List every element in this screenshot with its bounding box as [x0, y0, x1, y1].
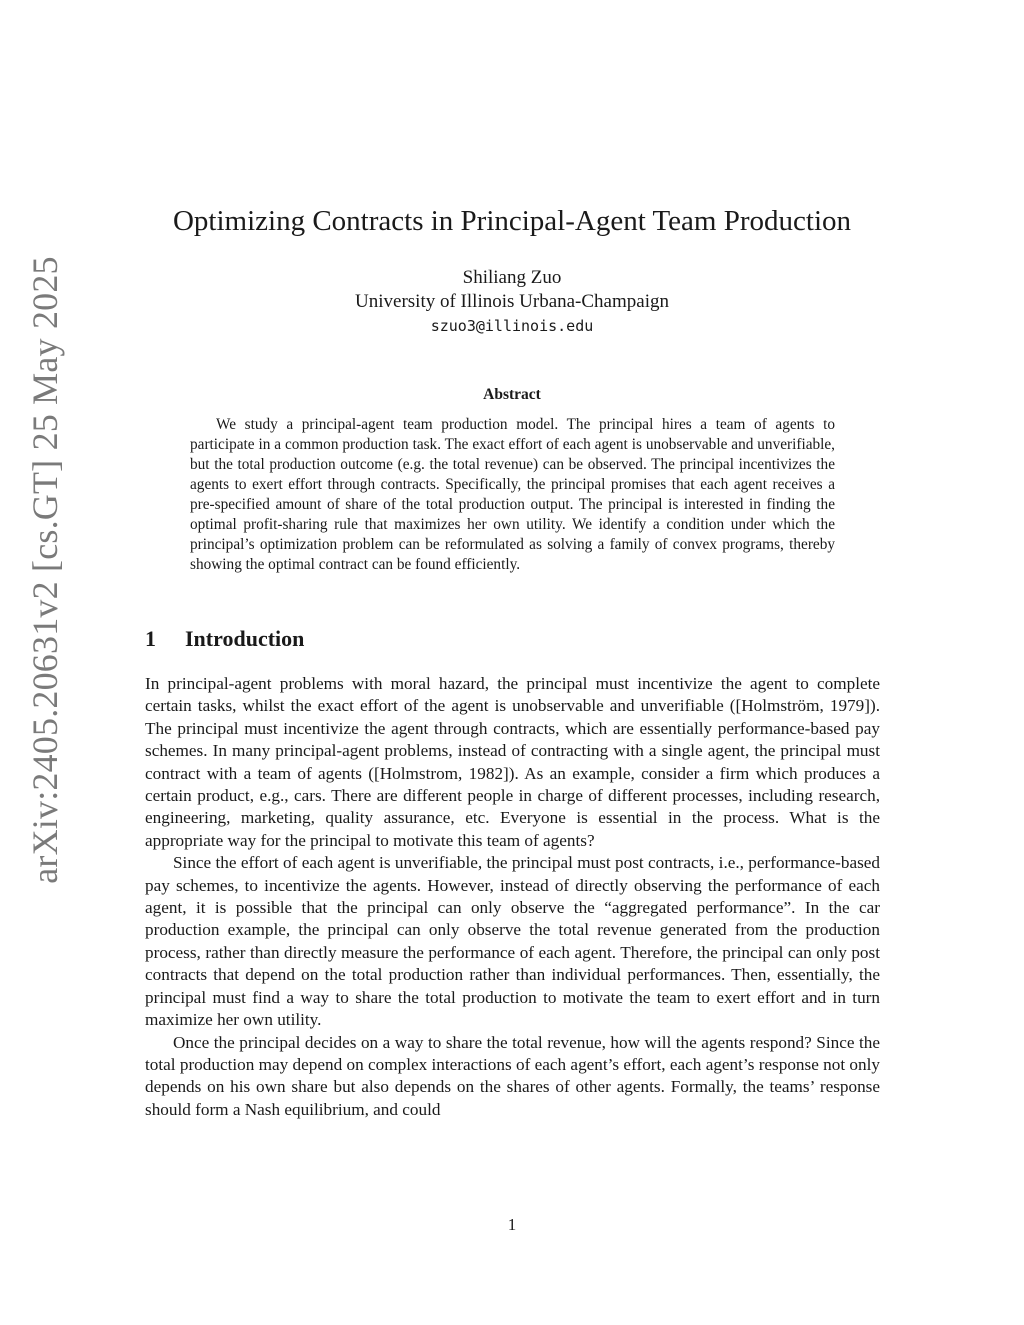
paragraph: Since the effort of each agent is unverifiable, the principal must post contracts, i.e., performance-based pay schemes, to incentivize the agents. However, instead of directly observing the performance of each agent, it is possible that the principal can only observe the “aggregated performance”. In the car production example, the principal can only observe the total revenue generated from the production process, rather than directly measure the performance of each agent. Therefore, the principal can only post contracts that depend on the total production rather than individual performances. Then, essentially, the principal must find a way to share the total production to motivate the team to exert effort and in turn maximize her own utility.	[145, 853, 880, 1030]
author-block	[0, 266, 1024, 338]
author-name: Shiliang Zuo	[462, 267, 562, 288]
arxiv-identifier-stamp: arXiv:2405.20631v2 [cs.GT] 25 May 2025	[25, 256, 65, 884]
abstract-heading: Abstract	[483, 386, 541, 403]
paper-title: Optimizing Contracts in Principal-Agent Team Production	[172, 205, 852, 237]
author-email: szuo3@illinois.edu	[430, 317, 594, 335]
author-affiliation: University of Illinois Urbana-Champaign	[355, 291, 669, 312]
paragraph: Once the principal decides on a way to share the total revenue, how will the agents respond? Since the total production may depend on complex interactions of each agent’s effort, each agent’s response not only depends on his own share but also depends on the shares of other agents. Formally, the teams’ response should form a Nash equilibrium, and could	[145, 1032, 880, 1119]
paragraph: In principal-agent problems with moral hazard, the principal must incentivize the agent to complete certain tasks, whilst the exact effort of the agent is unobservable and unverifiable ([Holmström, 1979]). The principal must incentivize the agent through contracts, which are essentially performance-based pay schemes. In many principal-agent problems, instead of contracting with a single agent, the principal must contract with a team of agents ([Holmstrom, 1982]). As an example, consider a firm which produces a certain product, e.g., cars. There are different people in charge of different processes, including research, engineering, marketing, quality assurance, etc. Everyone is essential in the process. What is the appropriate way for the principal to motivate this team of agents?	[145, 674, 880, 850]
abstract-text: We study a principal-agent team production model. The principal hires a team of agents to participate in a common production task. The exact effort of each agent is unobservable and unverifiable, but the total production outcome (e.g. the total revenue) can be observed. The principal incentivizes the agents to exert effort through contracts. Specifically, the principal promises that each agent receives a pre-specified amount of share of the total production output. The principal is interested in finding the optimal profit-sharing rule that maximizes her own utility. We identify a condition under which the principal’s optimization problem can be reformulated as solving a family of convex programs, thereby showing the optimal contract can be found efficiently.	[190, 416, 835, 573]
section-number: 1	[145, 626, 156, 651]
body-text	[145, 673, 880, 1121]
section-title: Introduction	[185, 626, 305, 651]
page-number: 1	[507, 1215, 517, 1234]
section-heading	[145, 626, 304, 652]
